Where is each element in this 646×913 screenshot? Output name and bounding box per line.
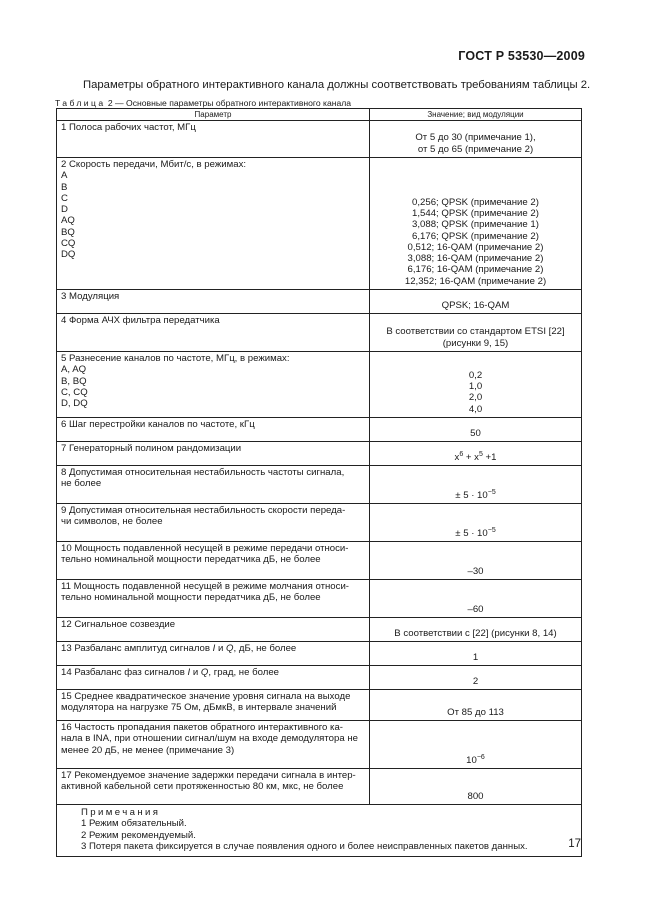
intro-paragraph: Параметры обратного интерактивного канала должны соответствовать требованиям таблицы 2. <box>83 79 591 91</box>
value-line: В соответствии со стандартом ETSI [22] <box>386 326 565 338</box>
param-line: C, CQ <box>61 386 88 398</box>
param-line: D <box>61 204 68 216</box>
value-cell <box>370 158 582 290</box>
param-cell <box>57 721 370 769</box>
value-line: От 5 до 30 (примечание 1), <box>415 132 536 144</box>
param-line: B, BQ <box>61 375 87 387</box>
value-line: от 5 до 65 (примечание 2) <box>417 143 534 155</box>
value-cell <box>370 618 582 642</box>
param-line: 5 Разнесение каналов по частоте, МГц, в режимах: <box>61 353 290 364</box>
note-item: 2 Режим рекомендуемый. <box>81 829 196 841</box>
parameters-table <box>56 108 582 857</box>
param-line: не более <box>61 478 102 490</box>
value-line: (рисунки 9, 15) <box>442 337 509 349</box>
param-line: 12 Сигнальное созвездие <box>61 619 176 630</box>
value-cell <box>370 352 582 418</box>
value-exponent: −6 <box>476 753 485 761</box>
param-cell <box>57 642 370 666</box>
param-part: I <box>187 667 191 678</box>
table-row <box>57 352 582 418</box>
param-line: 1 Полоса рабочих частот, МГц <box>61 122 196 133</box>
value-line: 50 <box>470 427 481 439</box>
param-cell <box>57 504 370 542</box>
table-row <box>57 418 582 442</box>
standard-header: ГОСТ Р 53530—2009 <box>458 49 585 63</box>
table-row <box>57 769 582 805</box>
note-item: 3 Потеря пакета фиксируется в случае появления одного и более неисправленных пакетов данных. <box>81 840 528 852</box>
value-cell <box>370 642 582 666</box>
param-part: , дБ, не более <box>233 643 297 654</box>
table-row <box>57 466 582 504</box>
param-cell <box>57 290 370 314</box>
param-part: и <box>190 667 201 678</box>
param-line: 7 Генераторный полином рандомизации <box>61 443 242 454</box>
param-cell <box>57 352 370 418</box>
caption-word: Таблица <box>55 98 106 108</box>
param-line: менее 20 дБ, не менее (примечание 3) <box>61 744 235 756</box>
param-part: Q <box>200 667 209 678</box>
param-line: тельно номинальной мощности передатчика дБ, не более <box>61 554 321 566</box>
table-row <box>57 290 582 314</box>
table-row <box>57 314 582 352</box>
note-item: 1 Режим обязательный. <box>81 818 187 830</box>
value-cell <box>370 121 582 158</box>
value-line: 1,544; QPSK (примечание 2) <box>412 207 539 219</box>
value-line: 0,2 <box>468 369 483 381</box>
param-line: 3 Модуляция <box>61 291 120 302</box>
value-part: x <box>454 451 460 463</box>
param-line: тельно номинальной мощности передатчика дБ, не более <box>61 592 321 604</box>
value-line: 4,0 <box>468 403 483 415</box>
value-line: 2 <box>472 675 479 687</box>
value-part: +1 <box>482 451 497 463</box>
param-cell <box>57 618 370 642</box>
value-exponent: −5 <box>487 526 496 534</box>
table-row <box>57 721 582 769</box>
value-line: –60 <box>467 603 484 615</box>
param-line: B <box>61 181 68 193</box>
value-part: ± 5 · 10 <box>455 489 488 501</box>
param-line: DQ <box>61 249 76 261</box>
param-cell <box>57 666 370 690</box>
param-cell <box>57 442 370 466</box>
value-line: 0,256; QPSK (примечание 2) <box>412 196 539 208</box>
notes-cell <box>57 805 582 857</box>
table-header-row <box>57 109 582 121</box>
table-row <box>57 580 582 618</box>
value-cell <box>370 290 582 314</box>
value-cell <box>370 690 582 721</box>
param-cell <box>57 690 370 721</box>
param-line: D, DQ <box>61 398 88 410</box>
notes-row <box>57 805 582 857</box>
value-exponent: −5 <box>487 488 496 496</box>
param-line: чи символов, не более <box>61 516 163 528</box>
value-line: 3,088; 16-QAM (примечание 2) <box>407 253 544 265</box>
value-line: 800 <box>467 790 484 802</box>
param-line: A <box>61 170 68 182</box>
param-line: 2 Скорость передачи, Мбит/с, в режимах: <box>61 159 247 170</box>
param-part: I <box>212 643 216 654</box>
param-line: модулятора на нагрузке 75 Ом, дБмкВ, в интервале значений <box>61 702 337 714</box>
param-cell <box>57 314 370 352</box>
value-line: 6,176; 16-QAM (примечание 2) <box>407 264 544 276</box>
table-row <box>57 158 582 290</box>
value-exponent: 6 <box>459 450 464 458</box>
param-line: 8 Допустимая относительная нестабильность частоты сигнала, <box>61 467 345 478</box>
value-line: 0,512; 16-QAM (примечание 2) <box>407 241 544 253</box>
param-line: 17 Рекомендуемое значение задержки передачи сигнала в интер- <box>61 770 356 781</box>
param-line: 16 Частость пропадания пакетов обратного интерактивного ка- <box>61 722 343 733</box>
param-cell <box>57 418 370 442</box>
param-cell <box>57 158 370 290</box>
value-cell <box>370 542 582 580</box>
table-row <box>57 504 582 542</box>
param-part: , град, не более <box>208 667 279 678</box>
param-line: CQ <box>61 238 76 250</box>
value-line: 6,176; QPSK (примечание 2) <box>412 230 539 242</box>
table-row <box>57 121 582 158</box>
value-cell <box>370 580 582 618</box>
param-line: 9 Допустимая относительная нестабильность скорости переда- <box>61 505 346 516</box>
param-part: Q <box>226 643 234 654</box>
value-cell <box>370 418 582 442</box>
value-line: 1,0 <box>468 381 483 393</box>
col-header-param: Параметр <box>57 109 370 121</box>
value-line: От 85 до 113 <box>447 706 504 718</box>
param-cell <box>57 769 370 805</box>
value-line: –30 <box>467 565 484 577</box>
value-cell <box>370 314 582 352</box>
param-cell <box>57 466 370 504</box>
page-number: 17 <box>568 838 581 850</box>
param-line: 11 Мощность подавленной несущей в режиме молчания относи- <box>61 581 349 592</box>
param-part: 14 Разбаланс фаз сигналов <box>61 667 188 678</box>
value-cell <box>370 666 582 690</box>
table-row <box>57 690 582 721</box>
param-cell <box>57 121 370 158</box>
value-part: ± 5 · 10 <box>455 527 488 539</box>
param-line: 15 Среднее квадратическое значение уровня сигнала на выходе <box>61 691 351 702</box>
param-line: нала в INA, при отношении сигнал/шум на входе демодулятора не <box>61 733 358 745</box>
value-cell <box>370 466 582 504</box>
param-line: 10 Мощность подавленной несущей в режиме передачи относи- <box>61 543 349 554</box>
value-part: + x <box>463 451 479 463</box>
value-part: 10 <box>466 754 477 766</box>
value-line: 2,0 <box>468 392 483 404</box>
param-line: 4 Форма АЧХ фильтра передатчика <box>61 315 220 326</box>
param-line: 6 Шаг перестройки каналов по частоте, кГц <box>61 419 255 430</box>
value-line: 12,352; 16-QAM (примечание 2) <box>404 275 547 287</box>
table-row <box>57 618 582 642</box>
table-row <box>57 642 582 666</box>
value-cell <box>370 504 582 542</box>
notes-title: Примечания <box>81 807 161 818</box>
value-cell <box>370 442 582 466</box>
param-line: C <box>61 192 68 204</box>
param-part: и <box>215 643 227 654</box>
value-line: 1 <box>472 651 479 663</box>
value-exponent: 5 <box>478 450 483 458</box>
value-line: 3,088; QPSK (примечание 1) <box>412 219 539 231</box>
table-caption <box>55 98 351 108</box>
table-row <box>57 442 582 466</box>
param-cell <box>57 542 370 580</box>
caption-rest: 2 — Основные параметры обратного интерактивного канала <box>105 98 352 108</box>
param-line: активной кабельной сети протяженностью 80 км, мкс, не более <box>61 781 344 793</box>
param-line: BQ <box>61 226 75 238</box>
param-line: AQ <box>61 215 75 227</box>
value-line: В соответствии с [22] (рисунки 8, 14) <box>394 627 557 639</box>
param-cell <box>57 580 370 618</box>
value-cell <box>370 769 582 805</box>
value-cell <box>370 721 582 769</box>
param-part: 13 Разбаланс амплитуд сигналов <box>61 643 213 654</box>
col-header-value: Значение; вид модуляции <box>370 109 582 121</box>
table-row <box>57 666 582 690</box>
param-line: A, AQ <box>61 364 87 376</box>
value-line: QPSK; 16-QAM <box>441 299 510 311</box>
table-row <box>57 542 582 580</box>
